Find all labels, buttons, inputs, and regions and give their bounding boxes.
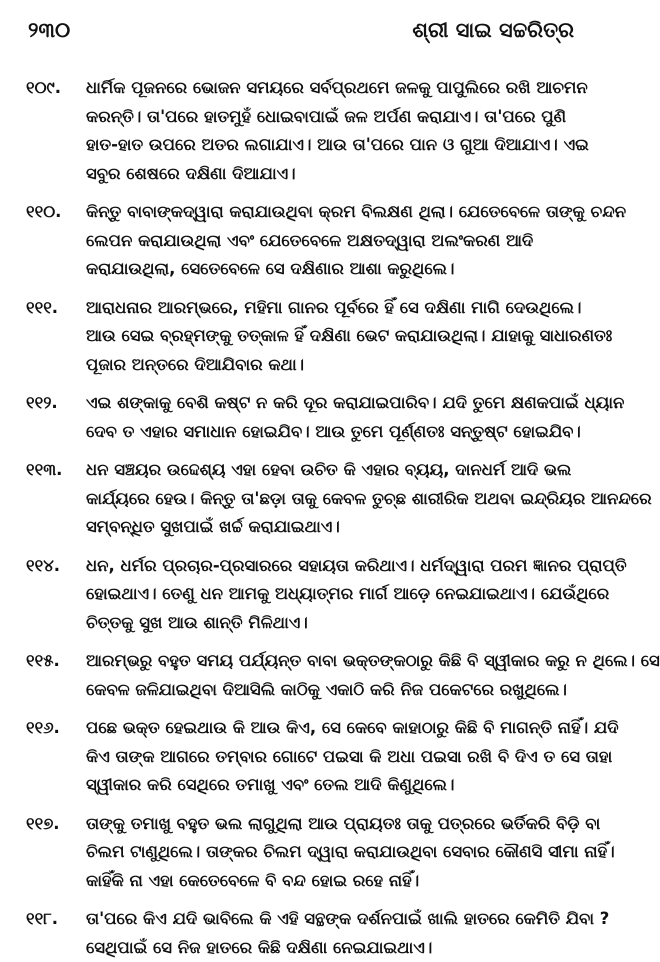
verse-line: ଚିଲମ ଟାଣୁଥିଲେ। ତାଙ୍କର ଚିଲମ ଦ୍ୱାରା କରାଯାଉଥିବା ସେବାର କୌଣସି ସୀମା ନାହିଁ।	[86, 838, 615, 867]
verse-entry	[26, 552, 578, 638]
verse-line: ଦେବ ତ ଏହାର ସମାଧାନ ହୋଇଯିବ। ଆଉ ତୁମେ ପୂର୍ଣ୍ଣତଃ ସନ୍ତୁଷ୍ଟ ହୋଇଯିବ।	[86, 418, 624, 447]
verse-line: ପୂଜାର ଅନ୍ତରେ ଦିଆଯିବାର କଥା।	[86, 351, 612, 380]
verse-number: ୧୧୨.	[26, 389, 86, 446]
verse-line: ଏଇ ଶଙ୍କାକୁ ବେଶି କଷ୍ଟ ନ କରି ଦୂର କରାଯାଇପାରିବ। ଯଦି ତୁମେ କ୍ଷଣକପାଇଁ ଧ୍ୟାନ	[86, 389, 624, 418]
verse-entry	[26, 810, 578, 896]
verse-line: ଆରମ୍ଭରୁ ବହୁତ ସମୟ ପର୍ଯ୍ୟନ୍ତ ବାବା ଭକ୍ତଙ୍କଠାରୁ କିଛି ବି ସ୍ୱୀକାର କରୁ ନ ଥିଲେ। ସେ	[86, 647, 660, 676]
verse-text	[86, 647, 660, 704]
verse-entry	[26, 198, 578, 284]
verse-line: ପଛେ ଭକ୍ତ ହେଇଥାଉ କି ଆଉ କିଏ, ସେ କେବେ କାହାଠାରୁ କିଛି ବି ମାଗନ୍ତି ନାହିଁ। ଯଦି	[86, 714, 619, 743]
verse-line: କିଏ ତାଙ୍କ ଆଗରେ ତମ୍ବାର ଗୋଟେ ପଇସା କି ଅଧା ପଇସା ରଖି ବି ଦିଏ ତ ସେ ତାହା	[86, 743, 619, 772]
verse-number: ୧୧୩.	[26, 456, 86, 542]
verse-line: କରନ୍ତି। ତା'ପରେ ହାତମୁହଁ ଧୋଇବାପାଇଁ ଜଳ ଅର୍ପଣ କରାଯାଏ। ତା'ପରେ ପୁଣି	[86, 103, 589, 132]
verse-text	[86, 198, 626, 284]
page-header	[26, 18, 578, 54]
verse-text	[86, 714, 619, 800]
verse-text	[86, 74, 589, 188]
verse-number: ୧୧୮.	[26, 905, 86, 962]
verse-number: ୧୧୦.	[26, 198, 86, 284]
verse-line: ତା'ପରେ କିଏ ଯଦି ଭାବିଲେ କି ଏହି ସନ୍ଥଙ୍କ ଦର୍ଶନପାଇଁ ଖାଲି ହାତରେ କେମିତି ଯିବା ?	[86, 905, 609, 934]
page-number: ୨୩୦	[26, 18, 70, 43]
verse-entry	[26, 74, 578, 188]
verse-line: ଆରାଧନାର ଆରମ୍ଭରେ, ମହିମା ଗାନର ପୂର୍ବରେ ହିଁ ସେ ଦକ୍ଷିଣା ମାଗି ଦେଉଥିଲେ।	[86, 294, 612, 323]
verse-line: କିନ୍ତୁ ବାବାଙ୍କଦ୍ୱାରା କରାଯାଉଥିବା କ୍ରମ ବିଲକ୍ଷଣ ଥିଲା। ଯେତେବେଳେ ତାଙ୍କୁ ଚନ୍ଦନ	[86, 198, 626, 227]
verse-list	[26, 74, 578, 962]
verse-line: ହୋଇଥାଏ। ତେଣୁ ଧନ ଆମକୁ ଅଧ୍ୟାତ୍ମର ମାର୍ଗ ଆଡ଼େ ନେଇଯାଇଥାଏ। ଯେଉଁଥିରେ	[86, 580, 627, 609]
verse-entry	[26, 647, 578, 704]
verse-line: କେବଳ ଜଳିଯାଇଥିବା ଦିଆସିଲି କାଠିକୁ ଏକାଠି କରି ନିଜ ପକେଟରେ ରଖୁଥିଲେ।	[86, 676, 660, 705]
verse-text	[86, 905, 609, 962]
verse-line: ସେଥିପାଇଁ ସେ ନିଜ ହାତରେ କିଛି ଦକ୍ଷିଣା ନେଇଯାଇଥାଏ।	[86, 934, 609, 962]
verse-line: ସ୍ୱୀକାର କରି ସେଥିରେ ତମାଖୁ ଏବଂ ତେଲ ଆଦି କିଣୁଥିଲେ।	[86, 771, 619, 800]
verse-entry	[26, 714, 578, 800]
verse-line: ଆଉ ସେଇ ବ୍ରହ୍ମଙ୍କୁ ତତ୍‌କାଳ ହିଁ ଦକ୍ଷିଣା ଭେଟ କରାଯାଉଥିଲା। ଯାହାକୁ ସାଧାରଣତଃ	[86, 322, 612, 351]
verse-entry	[26, 294, 578, 380]
verse-number: ୧୧୫.	[26, 647, 86, 704]
verse-number: ୧୧୬.	[26, 714, 86, 800]
verse-line: ଧାର୍ମିକ ପୂଜନରେ ଭୋଜନ ସମୟରେ ସର୍ବପ୍ରଥମେ ଜଳକୁ ପାପୁଲିରେ ରଖି ଆଚମନ	[86, 74, 589, 103]
verse-line: ହାତ-ହାତ ଉପରେ ଅତର ଲଗାଯାଏ। ଆଉ ତା'ପରେ ପାନ ଓ ଗୁଆ ଦିଆଯାଏ। ଏଇ	[86, 131, 589, 160]
book-title: ଶ୍ରୀ ସାଇ ସଚ୍ଚରିତ୍ର	[412, 18, 578, 43]
verse-text	[86, 810, 615, 896]
verse-number: ୧୧୭.	[26, 810, 86, 896]
verse-line: କାର୍ଯ୍ୟରେ ହେଉ। କିନ୍ତୁ ତା'ଛଡ଼ା ତାକୁ କେବଳ ତୁଚ୍ଛ ଶାରୀରିକ ଅଥବା ଇନ୍ଦ୍ରିୟର ଆନନ୍ଦରେ	[86, 485, 652, 514]
verse-number: ୧୦୯.	[26, 74, 86, 188]
verse-line: ତାଙ୍କୁ ତମାଖୁ ବହୁତ ଭଲ ଲାଗୁଥିଲା ଆଉ ପ୍ରାୟତଃ ତାକୁ ପତ୍ରରେ ଭର୍ତିକରି ବିଡ଼ି ବା	[86, 810, 615, 839]
verse-number: ୧୧୧.	[26, 294, 86, 380]
verse-text	[86, 294, 612, 380]
verse-line: ଧନ ସଞ୍ଚୟର ଉଦ୍ଦେଶ୍ୟ ଏହା ହେବା ଉଚିତ କି ଏହାର ବ୍ୟୟ, ଦାନଧର୍ମ ଆଦି ଭଲ	[86, 456, 652, 485]
verse-number: ୧୧୪.	[26, 552, 86, 638]
verse-text	[86, 389, 624, 446]
verse-line: କରାଯାଉଥିଲା, ସେତେବେଳେ ସେ ଦକ୍ଷିଣାର ଆଶା କରୁଥିଲେ।	[86, 255, 626, 284]
verse-entry	[26, 389, 578, 446]
verse-entry	[26, 905, 578, 962]
verse-line: ଚିତ୍ତକୁ ସୁଖ ଆଉ ଶାନ୍ତି ମିଳିଥାଏ।	[86, 609, 627, 638]
verse-line: ସବୁର ଶେଷରେ ଦକ୍ଷିଣା ଦିଆଯାଏ।	[86, 160, 589, 189]
verse-text	[86, 552, 627, 638]
verse-text	[86, 456, 652, 542]
verse-line: ସମ୍ବନ୍ଧିତ ସୁଖପାଇଁ ଖର୍ଚ୍ଚ କରାଯାଇଥାଏ।	[86, 513, 652, 542]
verse-line: କାହିଁକି ନା ଏହା କେତେବେଳେ ବି ବନ୍ଦ ହୋଇ ରହେ ନାହିଁ।	[86, 867, 615, 896]
verse-line: ଲେପନ କରାଯାଉଥିଲା ଏବଂ ଯେତେବେଳେ ଅକ୍ଷତଦ୍ୱାରା ଅଲଂକରଣ ଆଦି	[86, 227, 626, 256]
verse-line: ଧନ, ଧର୍ମର ପ୍ରଚାର-ପ୍ରସାରରେ ସହାୟତା କରିଥାଏ। ଧର୍ମଦ୍ୱାରା ପରମ ଜ୍ଞାନର ପ୍ରାପ୍ତି	[86, 552, 627, 581]
verse-entry	[26, 456, 578, 542]
